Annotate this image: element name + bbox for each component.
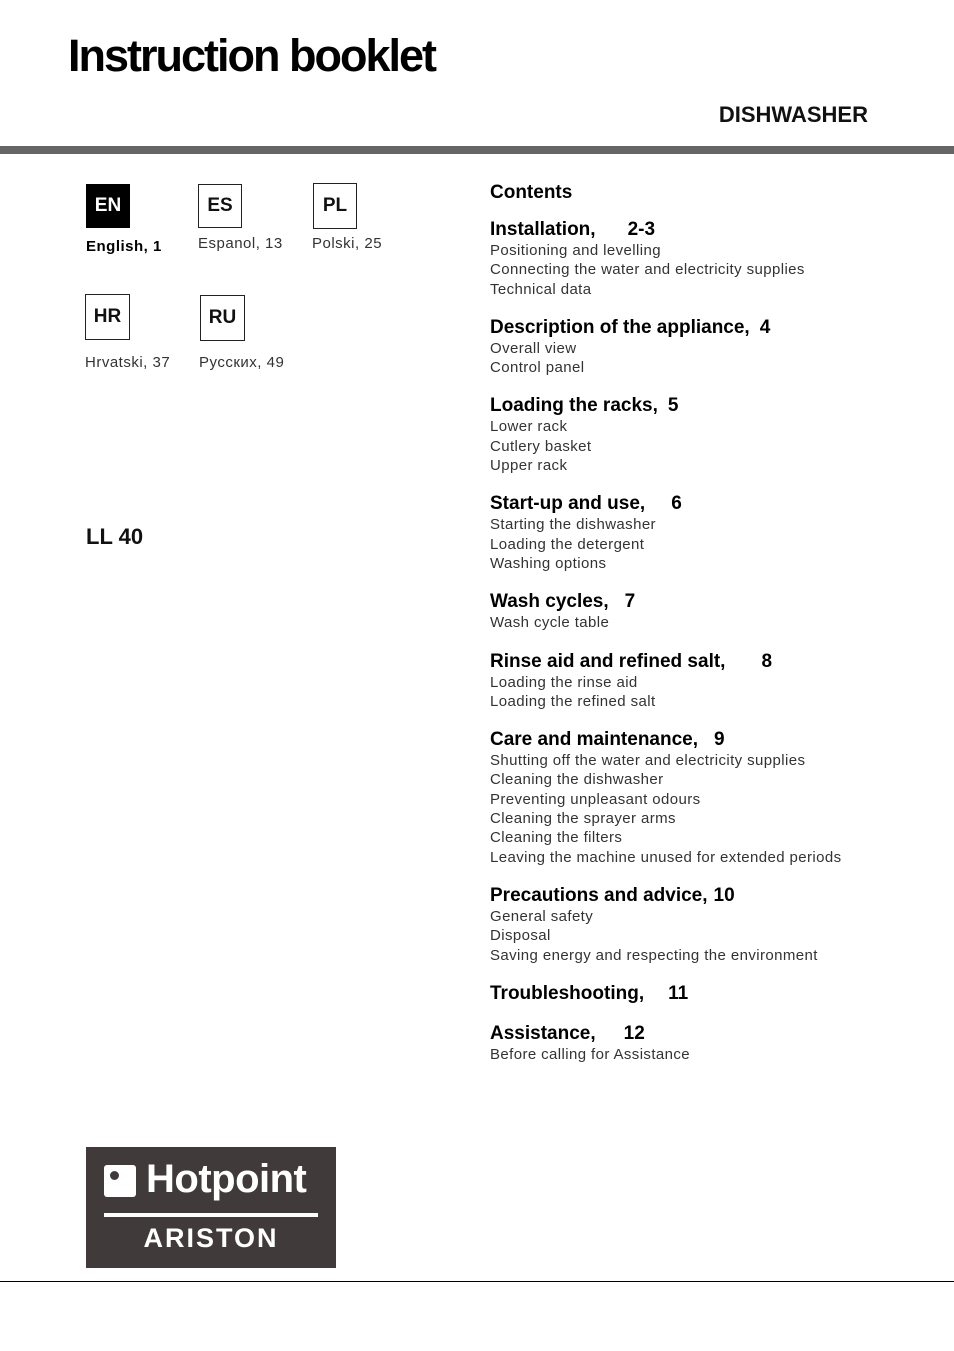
logo-brand-text: Hotpoint — [146, 1157, 307, 1201]
toc-item[interactable]: Saving energy and respecting the environment — [490, 946, 818, 964]
contents-heading: Contents — [490, 182, 573, 203]
toc-item[interactable]: Washing options — [490, 554, 607, 572]
bottom-divider — [0, 1281, 954, 1282]
toc-item[interactable]: Loading the detergent — [490, 535, 645, 553]
model-number: LL 40 — [86, 524, 144, 549]
toc-item[interactable]: Cleaning the filters — [490, 829, 623, 847]
toc-section-precautions — [490, 885, 930, 965]
toc-section-installation — [490, 219, 930, 299]
toc-item[interactable]: Lower rack — [490, 418, 568, 436]
toc-item[interactable]: Leaving the machine unused for extended periods — [490, 848, 842, 866]
toc-section-title[interactable]: Troubleshooting, 11 — [490, 982, 689, 1004]
toc-item[interactable]: Technical data — [490, 280, 592, 298]
toc-page-number: 10 — [713, 884, 735, 906]
toc-section-title[interactable]: Installation, 2-3 — [490, 219, 656, 240]
toc-page-number: 12 — [623, 1022, 645, 1044]
toc-item[interactable]: Upper rack — [490, 457, 568, 475]
hotpoint-ariston-logo — [86, 1147, 336, 1268]
toc-section-title[interactable]: Loading the racks, 5 — [490, 395, 679, 417]
toc-section-title[interactable]: Assistance, 12 — [490, 1022, 645, 1044]
toc-section-care — [490, 729, 930, 867]
toc-item[interactable]: Connecting the water and electricity supplies — [490, 261, 805, 279]
toc-page-number: 5 — [667, 395, 679, 417]
toc-item[interactable]: Preventing unpleasant odours — [490, 790, 701, 808]
toc-section-title[interactable]: Wash cycles, 7 — [490, 591, 636, 613]
lang-label-pl[interactable]: Polski, 25 — [312, 235, 383, 252]
toc-page-number: 8 — [761, 650, 773, 672]
page-title: Instruction booklet — [68, 30, 435, 81]
lang-label-hr[interactable]: Hrvatski, 37 — [85, 354, 171, 371]
product-type: DISHWASHER — [718, 102, 868, 127]
toc-section-loading-racks — [490, 395, 930, 475]
logo-divider — [104, 1213, 318, 1217]
toc-section-startup — [490, 493, 930, 573]
toc-section-title[interactable]: Rinse aid and refined salt, 8 — [490, 650, 773, 672]
toc-section-title[interactable]: Care and maintenance, 9 — [490, 729, 725, 751]
hotpoint-square-icon — [104, 1165, 136, 1197]
lang-tab-es[interactable]: ES — [198, 184, 242, 228]
lang-tab-ru[interactable]: RU — [200, 295, 245, 341]
lang-label-en[interactable]: English, 1 — [86, 238, 162, 255]
toc-item[interactable]: Wash cycle table — [490, 614, 610, 632]
toc-item[interactable]: Positioning and levelling — [490, 242, 661, 259]
toc-section-title[interactable]: Description of the appliance, 4 — [490, 316, 771, 338]
toc-section-wash-cycles — [490, 591, 930, 632]
logo-sub-text: ARISTON — [143, 1223, 279, 1253]
toc-item[interactable]: Loading the rinse aid — [490, 673, 638, 691]
lang-tab-pl[interactable]: PL — [313, 183, 357, 229]
lang-tab-hr[interactable]: HR — [85, 294, 130, 340]
toc-page-number: 6 — [671, 493, 682, 515]
toc-page-number: 4 — [759, 316, 771, 338]
toc-page-number: 11 — [668, 982, 689, 1004]
toc-item[interactable]: Cleaning the sprayer arms — [490, 810, 676, 828]
toc-item[interactable]: General safety — [490, 907, 594, 925]
lang-label-ru[interactable]: Русских, 49 — [199, 354, 285, 371]
lang-label-es[interactable]: Espanol, 13 — [198, 235, 283, 252]
toc-section-rinse-aid — [490, 651, 930, 712]
toc-item[interactable]: Starting the dishwasher — [490, 516, 656, 534]
toc-item[interactable]: Control panel — [490, 359, 585, 377]
toc-page-number: 7 — [624, 591, 636, 613]
toc-item[interactable]: Overall view — [490, 339, 577, 357]
toc-item[interactable]: Cutlery basket — [490, 437, 592, 455]
table-of-contents — [490, 182, 930, 1082]
toc-item[interactable]: Before calling for Assistance — [490, 1045, 691, 1063]
toc-item[interactable]: Shutting off the water and electricity supplies — [490, 752, 806, 770]
toc-section-assistance — [490, 1023, 930, 1064]
toc-item[interactable]: Cleaning the dishwasher — [490, 771, 664, 789]
toc-section-title[interactable]: Precautions and advice, 10 — [490, 884, 735, 906]
toc-section-troubleshooting — [490, 983, 930, 1005]
toc-item[interactable]: Loading the refined salt — [490, 692, 656, 710]
toc-section-title[interactable]: Start-up and use, 6 — [490, 493, 682, 515]
toc-page-number: 2-3 — [627, 219, 656, 240]
toc-section-description — [490, 317, 930, 378]
toc-item[interactable]: Disposal — [490, 927, 551, 945]
lang-tab-en[interactable]: EN — [86, 184, 130, 228]
top-divider — [0, 146, 954, 154]
toc-page-number: 9 — [714, 729, 725, 751]
